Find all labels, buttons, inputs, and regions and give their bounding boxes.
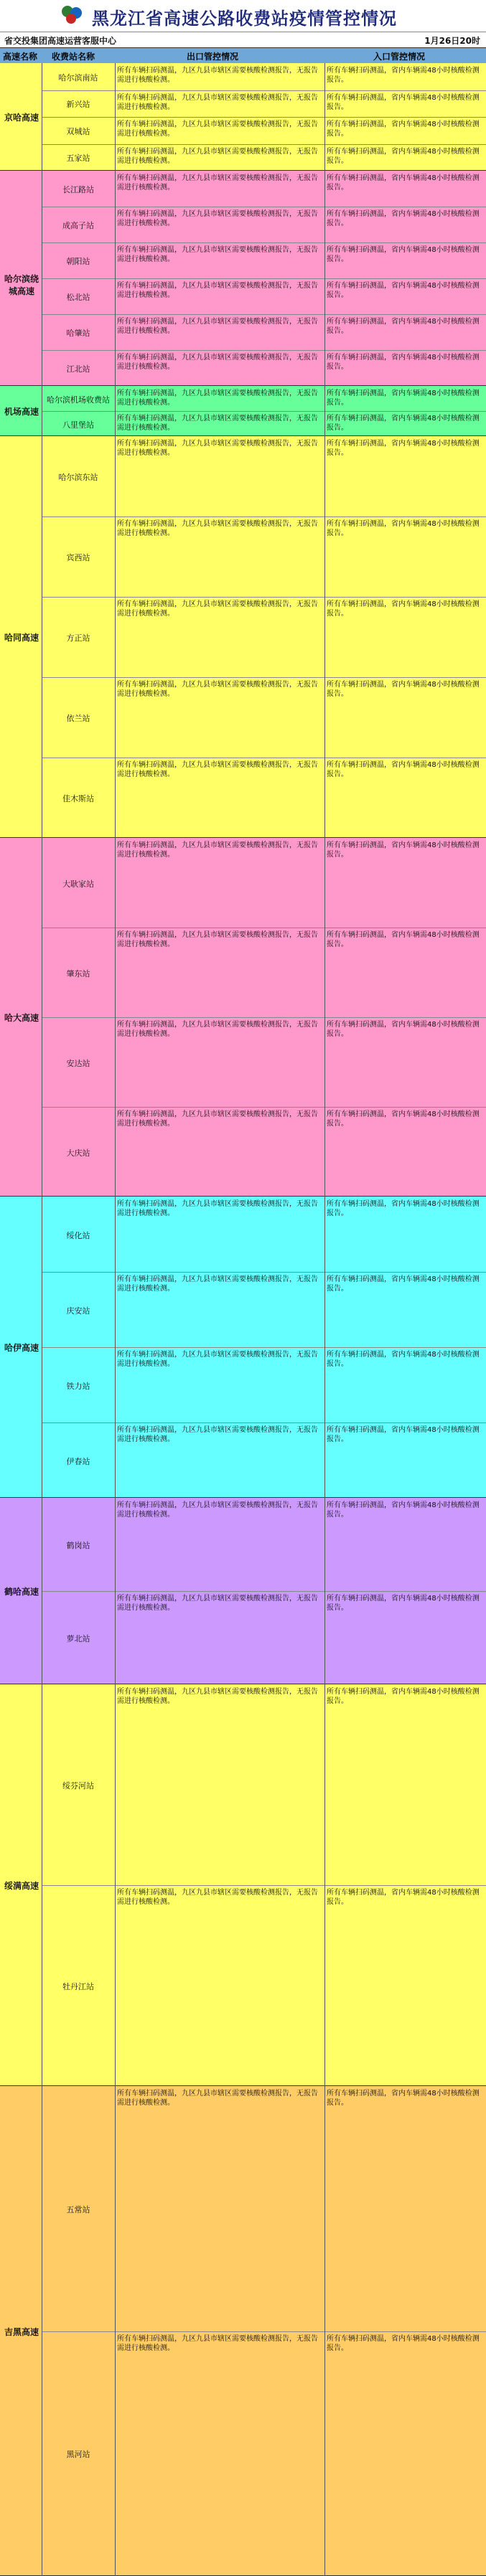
- exit-note: 所有车辆扫码测温，九区九县市辖区需要核酸检测报告，无报告需进行核酸检测。: [117, 1351, 318, 1368]
- row-divider: [42, 1591, 486, 1592]
- station-name: 鹤岗站: [66, 1541, 90, 1550]
- exit-note: 所有车辆扫码测温，九区九县市辖区需要核酸检测报告，无报告需进行核酸检测。: [117, 246, 318, 263]
- entry-note: 所有车辆扫码测温，省内车辆需48小时核酸检测报告。: [327, 1595, 480, 1612]
- station-name: 成高子站: [62, 221, 94, 230]
- exit-note: 所有车辆扫码测温，九区九县市辖区需要核酸检测报告，无报告需进行核酸检测。: [117, 210, 318, 227]
- station-name: 方正站: [66, 633, 90, 643]
- entry-note: 所有车辆扫码测温，省内车辆需48小时核酸检测报告。: [327, 415, 480, 432]
- entry-note: 所有车辆扫码测温，省内车辆需48小时核酸检测报告。: [327, 246, 480, 263]
- exit-note: 所有车辆扫码测温，九区九县市辖区需要核酸检测报告，无报告需进行核酸检测。: [117, 415, 318, 432]
- exit-note: 所有车辆扫码测温，九区九县市辖区需要核酸检测报告，无报告需进行核酸检测。: [117, 1275, 318, 1293]
- station-name: 新兴站: [66, 100, 90, 110]
- col-station: 收费站名称: [52, 52, 95, 62]
- exit-note: 所有车辆扫码测温，九区九县市辖区需要核酸检测报告，无报告需进行核酸检测。: [117, 681, 318, 698]
- row-divider: [42, 1017, 486, 1018]
- entry-note: 所有车辆扫码测温，省内车辆需48小时核酸检测报告。: [327, 2334, 480, 2352]
- segment-label: 吉黑高速: [4, 2326, 39, 2337]
- row-divider: [42, 350, 486, 351]
- header: [0, 0, 486, 32]
- info-bar: [0, 32, 486, 48]
- exit-note: 所有车辆扫码测温，九区九县市辖区需要核酸检测报告，无报告需进行核酸检测。: [117, 1595, 318, 1612]
- station-name: 松北站: [66, 293, 90, 302]
- exit-note: 所有车辆扫码测温，九区九县市辖区需要核酸检测报告，无报告需进行核酸检测。: [117, 174, 318, 192]
- col-highway: 高速名称: [3, 52, 38, 62]
- entry-note: 所有车辆扫码测温，省内车辆需48小时核酸检测报告。: [327, 841, 480, 859]
- entry-note: 所有车辆扫码测温，省内车辆需48小时核酸检测报告。: [327, 1426, 480, 1443]
- entry-note: 所有车辆扫码测温，省内车辆需48小时核酸检测报告。: [327, 440, 480, 457]
- entry-note: 所有车辆扫码测温，省内车辆需48小时核酸检测报告。: [327, 1688, 480, 1705]
- row-divider: [42, 411, 486, 412]
- exit-note: 所有车辆扫码测温，九区九县市辖区需要核酸检测报告，无报告需进行核酸检测。: [117, 520, 318, 537]
- exit-note: 所有车辆扫码测温，九区九县市辖区需要核酸检测报告，无报告需进行核酸检测。: [117, 93, 318, 111]
- org-label: 省交投集团高速运营客服中心: [4, 36, 117, 46]
- station-name: 绥芬河站: [62, 1781, 94, 1791]
- station-name: 安达站: [66, 1058, 90, 1068]
- exit-note: 所有车辆扫码测温，九区九县市辖区需要核酸检测报告，无报告需进行核酸检测。: [117, 1110, 318, 1128]
- exit-note: 所有车辆扫码测温，九区九县市辖区需要核酸检测报告，无报告需进行核酸检测。: [117, 2090, 318, 2107]
- entry-note: 所有车辆扫码测温，省内车辆需48小时核酸检测报告。: [327, 318, 480, 335]
- col-entry: 入口管控情况: [373, 52, 426, 62]
- station-name: 佳木斯站: [62, 794, 94, 803]
- row-divider: [42, 2331, 486, 2332]
- row-divider: [42, 1272, 486, 1273]
- row-divider: [42, 1107, 486, 1108]
- segment-label: 鹤哈高速: [4, 1587, 39, 1597]
- station-name: 铁力站: [66, 1381, 90, 1391]
- entry-note: 所有车辆扫码测温，省内车辆需48小时核酸检测报告。: [327, 354, 480, 371]
- station-name: 伊春站: [66, 1456, 90, 1466]
- exit-note: 所有车辆扫码测温，九区九县市辖区需要核酸检测报告，无报告需进行核酸检测。: [117, 390, 318, 407]
- segment-label: 京哈高速: [4, 113, 39, 123]
- station-name: 绥化站: [66, 1230, 90, 1240]
- station-name: 黑河站: [66, 2450, 90, 2460]
- entry-note: 所有车辆扫码测温，省内车辆需48小时核酸检测报告。: [327, 1351, 480, 1368]
- column-divider: [115, 63, 116, 2576]
- exit-note: 所有车辆扫码测温，九区九县市辖区需要核酸检测报告，无报告需进行核酸检测。: [117, 1889, 318, 1906]
- station-name: 哈尔滨南站: [58, 72, 98, 82]
- entry-note: 所有车辆扫码测温，省内车辆需48小时核酸检测报告。: [327, 600, 480, 618]
- page-title: 黑龙江省高速公路收费站疫情管控情况: [92, 9, 397, 29]
- exit-note: 所有车辆扫码测温，九区九县市辖区需要核酸检测报告，无报告需进行核酸检测。: [117, 282, 318, 299]
- station-name: 哈尔滨东站: [58, 473, 98, 482]
- segment-label: 哈同高速: [4, 633, 39, 643]
- entry-note: 所有车辆扫码测温，省内车辆需48小时核酸检测报告。: [327, 1501, 480, 1519]
- exit-note: 所有车辆扫码测温，九区九县市辖区需要核酸检测报告，无报告需进行核酸检测。: [117, 1501, 318, 1519]
- station-name: 双城站: [66, 126, 90, 136]
- segment-label: 机场高速: [4, 407, 39, 417]
- entry-note: 所有车辆扫码测温，省内车辆需48小时核酸检测报告。: [327, 931, 480, 948]
- row-divider: [42, 1885, 486, 1886]
- exit-note: 所有车辆扫码测温，九区九县市辖区需要核酸检测报告，无报告需进行核酸检测。: [117, 1200, 318, 1217]
- col-exit: 出口管控情况: [187, 52, 239, 62]
- entry-note: 所有车辆扫码测温，省内车辆需48小时核酸检测报告。: [327, 210, 480, 227]
- segment-label: 哈伊高速: [4, 1343, 39, 1353]
- entry-note: 所有车辆扫码测温，省内车辆需48小时核酸检测报告。: [327, 390, 480, 407]
- station-name: 依兰站: [66, 714, 90, 723]
- segment-label: 绥满高速: [4, 1881, 39, 1891]
- entry-note: 所有车辆扫码测温，省内车辆需48小时核酸检测报告。: [327, 520, 480, 537]
- station-name: 哈尔滨机场收费站: [47, 395, 110, 405]
- station-name: 大庆站: [66, 1148, 90, 1158]
- exit-note: 所有车辆扫码测温，九区九县市辖区需要核酸检测报告，无报告需进行核酸检测。: [117, 2334, 318, 2352]
- row-divider: [42, 314, 486, 315]
- entry-note: 所有车辆扫码测温，省内车辆需48小时核酸检测报告。: [327, 1889, 480, 1906]
- column-divider: [324, 63, 325, 2576]
- entry-note: 所有车辆扫码测温，省内车辆需48小时核酸检测报告。: [327, 147, 480, 165]
- entry-note: 所有车辆扫码测温，省内车辆需48小时核酸检测报告。: [327, 121, 480, 138]
- exit-note: 所有车辆扫码测温，九区九县市辖区需要核酸检测报告，无报告需进行核酸检测。: [117, 147, 318, 165]
- entry-note: 所有车辆扫码测温，省内车辆需48小时核酸检测报告。: [327, 681, 480, 698]
- exit-note: 所有车辆扫码测温，九区九县市辖区需要核酸检测报告，无报告需进行核酸检测。: [117, 1426, 318, 1443]
- entry-note: 所有车辆扫码测温，省内车辆需48小时核酸检测报告。: [327, 67, 480, 84]
- station-name: 江北站: [66, 364, 90, 374]
- row-divider: [42, 117, 486, 118]
- station-name: 宾西站: [66, 553, 90, 562]
- exit-note: 所有车辆扫码测温，九区九县市辖区需要核酸检测报告，无报告需进行核酸检测。: [117, 1021, 318, 1038]
- entry-note: 所有车辆扫码测温，省内车辆需48小时核酸检测报告。: [327, 282, 480, 299]
- entry-note: 所有车辆扫码测温，省内车辆需48小时核酸检测报告。: [327, 1110, 480, 1128]
- segment-label: 哈尔滨绕城高速: [4, 274, 39, 296]
- exit-note: 所有车辆扫码测温，九区九县市辖区需要核酸检测报告，无报告需进行核酸检测。: [117, 761, 318, 778]
- station-name: 肇东站: [66, 968, 90, 978]
- entry-note: 所有车辆扫码测温，省内车辆需48小时核酸检测报告。: [327, 1021, 480, 1038]
- entry-note: 所有车辆扫码测温，省内车辆需48小时核酸检测报告。: [327, 1200, 480, 1217]
- row-divider: [42, 90, 486, 91]
- row-divider: [42, 144, 486, 145]
- exit-note: 所有车辆扫码测温，九区九县市辖区需要核酸检测报告，无报告需进行核酸检测。: [117, 354, 318, 371]
- exit-note: 所有车辆扫码测温，九区九县市辖区需要核酸检测报告，无报告需进行核酸检测。: [117, 931, 318, 948]
- station-name: 长江路站: [62, 185, 94, 194]
- exit-note: 所有车辆扫码测温，九区九县市辖区需要核酸检测报告，无报告需进行核酸检测。: [117, 1688, 318, 1705]
- station-name: 哈肇站: [66, 329, 90, 338]
- exit-note: 所有车辆扫码测温，九区九县市辖区需要核酸检测报告，无报告需进行核酸检测。: [117, 600, 318, 618]
- row-divider: [42, 597, 486, 598]
- exit-note: 所有车辆扫码测温，九区九县市辖区需要核酸检测报告，无报告需进行核酸检测。: [117, 67, 318, 84]
- date-label: 1月26日20时: [424, 36, 480, 46]
- station-name: 朝阳站: [66, 257, 90, 266]
- entry-note: 所有车辆扫码测温，省内车辆需48小时核酸检测报告。: [327, 93, 480, 111]
- exit-note: 所有车辆扫码测温，九区九县市辖区需要核酸检测报告，无报告需进行核酸检测。: [117, 121, 318, 138]
- entry-note: 所有车辆扫码测温，省内车辆需48小时核酸检测报告。: [327, 174, 480, 192]
- station-name: 八里堡站: [62, 420, 94, 430]
- table-header: [0, 47, 486, 65]
- row-divider: [42, 677, 486, 678]
- table-body: [0, 63, 486, 2576]
- row-divider: [42, 516, 486, 517]
- entry-note: 所有车辆扫码测温，省内车辆需48小时核酸检测报告。: [327, 1275, 480, 1293]
- entry-note: 所有车辆扫码测温，省内车辆需48小时核酸检测报告。: [327, 761, 480, 778]
- station-name: 五家站: [66, 154, 90, 164]
- segment-label: 哈大高速: [4, 1013, 39, 1023]
- station-name: 五常站: [66, 2204, 90, 2214]
- station-name: 萝北站: [66, 1634, 90, 1643]
- station-name: 庆安站: [66, 1306, 90, 1316]
- exit-note: 所有车辆扫码测温，九区九县市辖区需要核酸检测报告，无报告需进行核酸检测。: [117, 841, 318, 859]
- entry-note: 所有车辆扫码测温，省内车辆需48小时核酸检测报告。: [327, 2090, 480, 2107]
- exit-note: 所有车辆扫码测温，九区九县市辖区需要核酸检测报告，无报告需进行核酸检测。: [117, 318, 318, 335]
- row-divider: [42, 242, 486, 243]
- row-divider: [42, 278, 486, 279]
- exit-note: 所有车辆扫码测温，九区九县市辖区需要核酸检测报告，无报告需进行核酸检测。: [117, 440, 318, 457]
- row-divider: [42, 1347, 486, 1348]
- station-name: 大耿家站: [62, 879, 94, 889]
- logo-icon: [60, 4, 85, 24]
- station-name: 牡丹江站: [62, 1982, 94, 1991]
